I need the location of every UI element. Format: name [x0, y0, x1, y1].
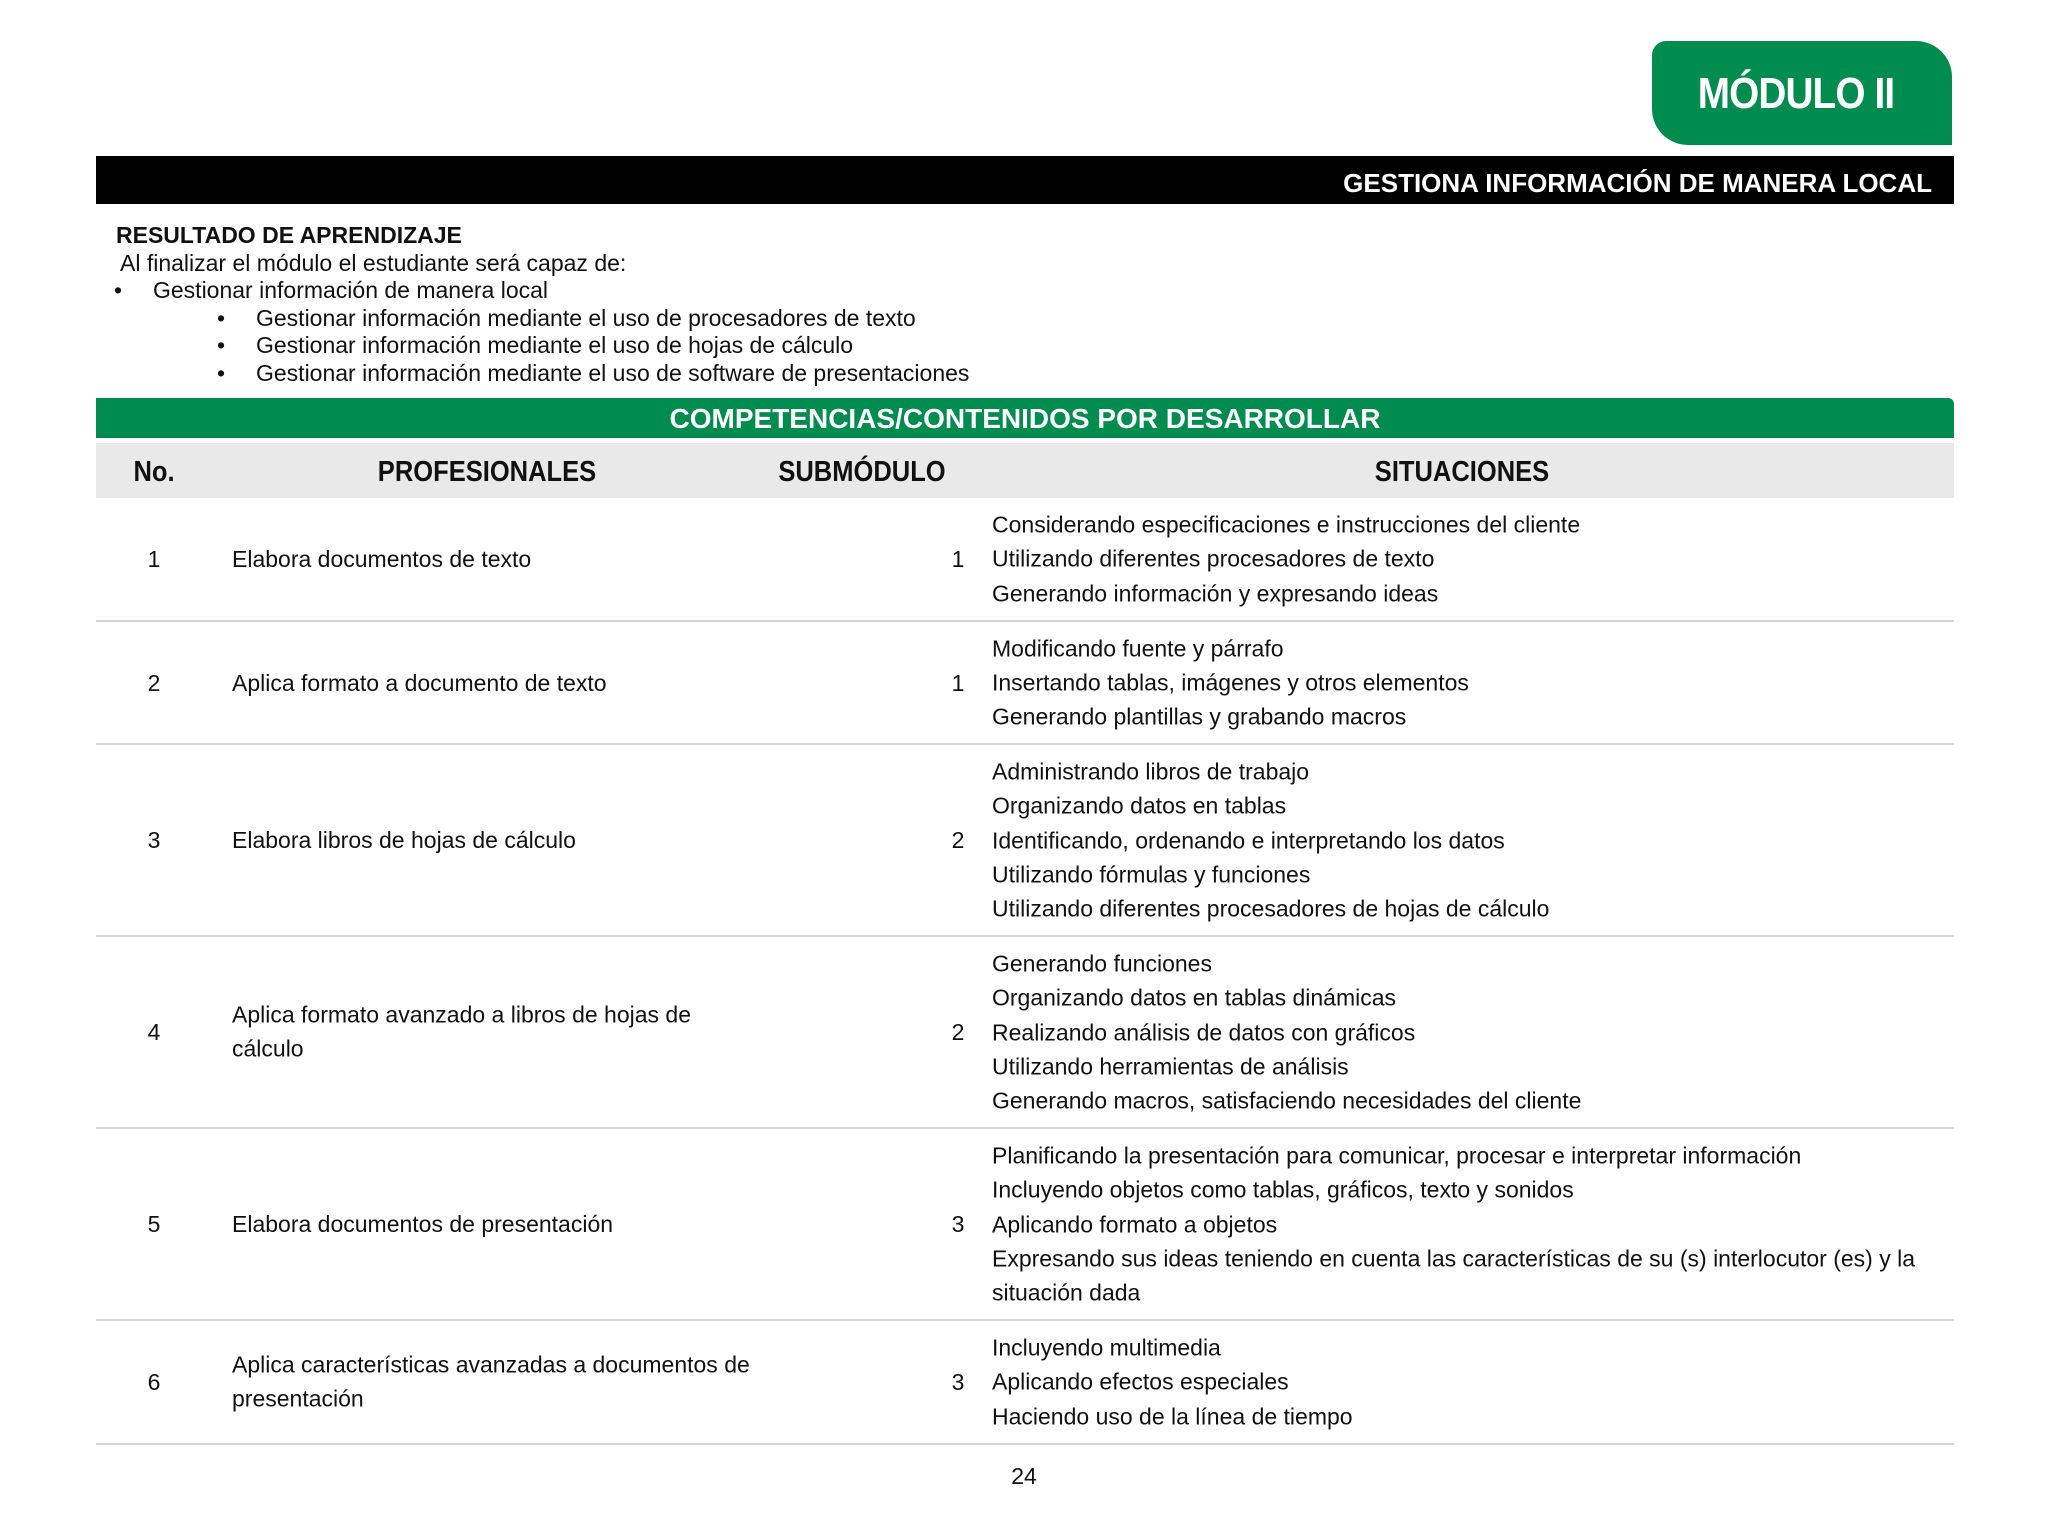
- situacion-item: Generando plantillas y grabando macros: [992, 703, 1407, 730]
- cell-no: 2: [147, 669, 161, 696]
- situacion-item: Utilizando diferentes procesadores de hojas de cálculo: [992, 895, 1550, 922]
- situacion-item: Incluyendo multimedia: [992, 1334, 1221, 1361]
- learning-result-intro: Al finalizar el módulo el estudiante será capaz de:: [120, 249, 627, 276]
- table-row: [96, 1321, 1954, 1445]
- situacion-item: Utilizando diferentes procesadores de texto: [992, 545, 1435, 572]
- cell-profesional: Aplica formato a documento de texto: [232, 669, 607, 696]
- bullet: •: [114, 277, 123, 303]
- cell-no: 3: [147, 826, 161, 853]
- cell-submodulo: 1: [951, 545, 965, 572]
- learning-main-item-text: Gestionar información de manera local: [153, 277, 549, 303]
- learning-sub-item-text: Gestionar información mediante el uso de hojas de cálculo: [256, 332, 854, 358]
- cell-no: 6: [147, 1368, 161, 1395]
- cell-profesional: Elabora documentos de texto: [232, 545, 532, 572]
- cell-situaciones: [992, 946, 1950, 1117]
- cell-profesional: Aplica características avanzadas a documentos de presentación: [232, 1351, 750, 1412]
- cell-submodulo: 2: [951, 1018, 965, 1045]
- table-row: [96, 745, 1954, 937]
- bullet: •: [217, 359, 226, 386]
- header-no: No.: [133, 456, 175, 488]
- competencies-bar: [96, 398, 1954, 438]
- cell-submodulo: 2: [951, 826, 965, 853]
- cell-situaciones: [992, 1138, 1950, 1309]
- competencies-table: [96, 498, 1954, 1445]
- situacion-item: Generando funciones: [992, 950, 1212, 977]
- module-tab: [1652, 41, 1952, 145]
- header-situaciones: SITUACIONES: [1374, 456, 1550, 488]
- situacion-item: Utilizando fórmulas y funciones: [992, 861, 1311, 888]
- situacion-item: Aplicando formato a objetos: [992, 1210, 1278, 1237]
- cell-submodulo: 3: [951, 1210, 965, 1237]
- competencies-bar-title: COMPETENCIAS/CONTENIDOS POR DESARROLLAR: [669, 403, 1381, 434]
- cell-situaciones: [992, 1331, 1950, 1434]
- cell-profesional: Elabora documentos de presentación: [232, 1210, 614, 1237]
- situacion-item: Insertando tablas, imágenes y otros elementos: [992, 669, 1469, 696]
- situacion-item: Expresando sus ideas teniendo en cuenta las características de su (s) interlocutor (es) y la situación dada: [992, 1245, 1916, 1306]
- cell-situaciones: [992, 631, 1950, 734]
- cell-submodulo: 3: [951, 1368, 965, 1395]
- situacion-item: Administrando libros de trabajo: [992, 758, 1310, 785]
- table-row: [96, 498, 1954, 622]
- cell-no: 4: [147, 1018, 161, 1045]
- situacion-item: Considerando especificaciones e instrucciones del cliente: [992, 511, 1581, 538]
- learning-sub-item: [106, 305, 1306, 333]
- cell-no: 5: [147, 1210, 161, 1237]
- learning-result-heading: RESULTADO DE APRENDIZAJE: [116, 222, 462, 248]
- table-row: [96, 622, 1954, 745]
- situacion-item: Organizando datos en tablas: [992, 792, 1287, 819]
- header-profesionales: PROFESIONALES: [377, 456, 597, 488]
- situacion-item: Organizando datos en tablas dinámicas: [992, 984, 1397, 1011]
- table-row: [96, 1129, 1954, 1321]
- situacion-item: Utilizando herramientas de análisis: [992, 1053, 1349, 1080]
- situacion-item: Incluyendo objetos como tablas, gráficos, texto y sonidos: [992, 1176, 1574, 1203]
- situacion-item: Aplicando efectos especiales: [992, 1368, 1289, 1395]
- cell-submodulo: 1: [951, 669, 965, 696]
- header-submodulo: SUBMÓDULO: [778, 456, 946, 488]
- learning-sub-item: [106, 360, 1306, 388]
- module-title: GESTIONA INFORMACIÓN DE MANERA LOCAL: [1343, 168, 1932, 198]
- learning-sub-item: [106, 332, 1306, 360]
- learning-result: [106, 222, 1306, 387]
- cell-profesional: Elabora libros de hojas de cálculo: [232, 826, 576, 853]
- cell-situaciones: [992, 508, 1950, 611]
- bullet: •: [217, 304, 226, 331]
- situacion-item: Haciendo uso de la línea de tiempo: [992, 1403, 1353, 1430]
- situacion-item: Generando información y expresando ideas: [992, 580, 1439, 607]
- situacion-item: Realizando análisis de datos con gráficos: [992, 1018, 1416, 1045]
- learning-main-item: [106, 277, 1306, 305]
- cell-no: 1: [147, 545, 161, 572]
- cell-profesional: Aplica formato avanzado a libros de hojas de cálculo: [232, 1001, 692, 1062]
- page-number: 24: [1011, 1463, 1037, 1489]
- table-header: [96, 443, 1954, 498]
- module-title-bar: [96, 156, 1954, 204]
- situacion-item: Modificando fuente y párrafo: [992, 635, 1284, 662]
- situacion-item: Generando macros, satisfaciendo necesidades del cliente: [992, 1087, 1582, 1114]
- learning-sub-item-text: Gestionar información mediante el uso de procesadores de texto: [256, 304, 916, 331]
- situacion-item: Planificando la presentación para comunicar, procesar e interpretar información: [992, 1142, 1802, 1169]
- bullet: •: [217, 332, 226, 358]
- situacion-item: Identificando, ordenando e interpretando los datos: [992, 826, 1505, 853]
- table-row: [96, 937, 1954, 1129]
- cell-situaciones: [992, 754, 1950, 925]
- module-tab-label: MÓDULO II: [1697, 69, 1894, 118]
- learning-sub-item-text: Gestionar información mediante el uso de software de presentaciones: [256, 359, 970, 386]
